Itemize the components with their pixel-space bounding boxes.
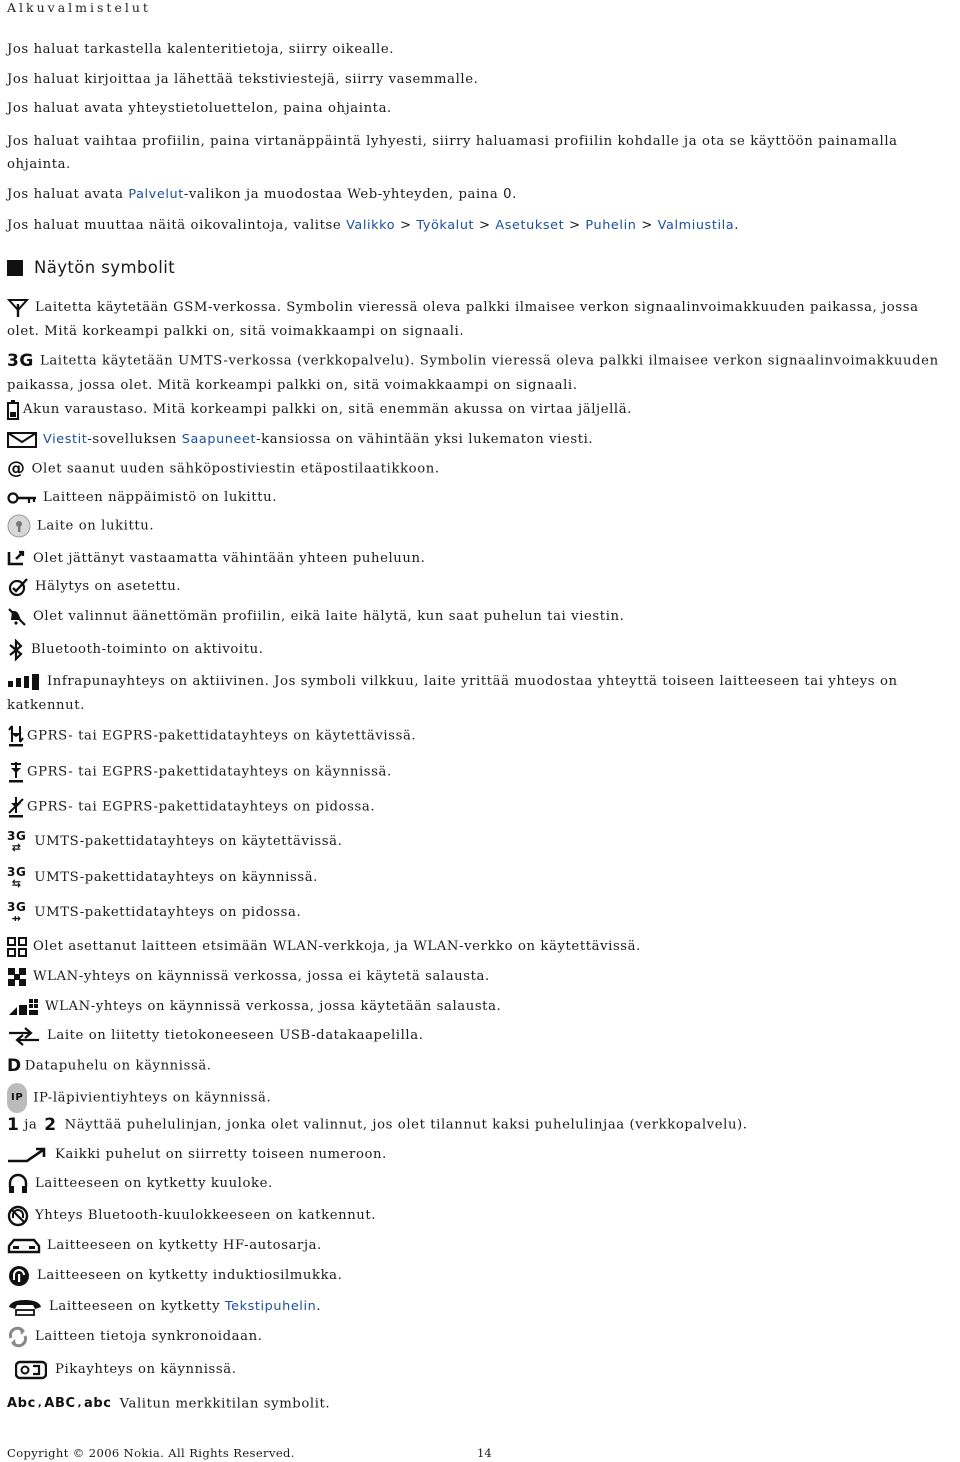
line-1-icon: 1 — [7, 1115, 20, 1135]
path-valikko[interactable]: Valikko — [346, 218, 396, 233]
symbol-headset — [7, 1172, 950, 1196]
umts-active-icon — [7, 864, 27, 890]
symbol-wlan-scan — [7, 935, 950, 959]
symbol-infrared — [7, 670, 950, 718]
section-title: Näytön symbolit — [34, 258, 176, 277]
line-2-icon: 2 — [44, 1115, 57, 1135]
symbol-lines — [7, 1113, 950, 1138]
at-icon: @ — [7, 458, 26, 479]
ptt-icon — [15, 1360, 47, 1380]
path-tyokalut[interactable]: Työkalut — [416, 218, 475, 233]
usb-icon — [7, 1026, 41, 1046]
path-sep: > — [474, 218, 496, 233]
symbol-text: UMTS-pakettidatayhteys on käynnissä. — [34, 870, 318, 885]
symbol-text: Laitteeseen on kytketty induktiosilmukka. — [37, 1268, 343, 1283]
symbol-text: Olet asettanut laitteen etsimään WLAN-verkkoja, ja WLAN-verkko on käytettävissä. — [33, 939, 641, 954]
path-asetukset[interactable]: Asetukset — [495, 218, 565, 233]
intro-palvelut — [7, 183, 946, 206]
battery-icon — [7, 400, 19, 420]
bluetooth-icon — [7, 639, 25, 661]
envelope-icon — [7, 432, 37, 448]
symbol-text: . — [316, 1299, 322, 1314]
symbol-text: Laitetta käytetään GSM-verkossa. Symbolin vieressä oleva palkki ilmaisee verkon signaalinvoimakkuuden paikassa, jossa olet. Mitä korkeampi palkki on, sitä voimakkaampi on signaali. — [7, 300, 919, 339]
gprs-active-icon — [7, 760, 25, 784]
symbol-gprs-active — [7, 760, 950, 785]
data-call-icon: D — [7, 1056, 22, 1076]
path-pre: Jos haluat muuttaa näitä oikovalintoja, valitse — [7, 218, 347, 233]
symbol-text: UMTS-pakettidatayhteys on käytettävissä. — [34, 834, 343, 849]
viestit-link[interactable]: Viestit — [43, 432, 88, 447]
symbol-text: WLAN-yhteys on käynnissä verkossa, jossa ei käytetä salausta. — [33, 969, 490, 984]
key-zero: 0 — [503, 187, 513, 202]
wlan-scan-icon — [7, 937, 27, 957]
symbol-text: Akun varaustaso. Mitä korkeampi palkki on, sitä enemmän akussa on virtaa jäljellä. — [23, 402, 633, 417]
ip-icon: IP — [7, 1083, 27, 1113]
symbol-text: Datapuhelu on käynnissä. — [24, 1058, 212, 1074]
symbol-text: IP-läpivientiyhteys on käynnissä. — [33, 1090, 272, 1106]
copyright: Copyright © 2006 Nokia. All Rights Reserved. — [7, 1446, 295, 1460]
infrared-icon — [7, 673, 41, 691]
symbol-car-kit — [7, 1234, 950, 1258]
symbol-battery — [7, 398, 950, 422]
path-sep: > — [636, 218, 658, 233]
path-puhelin[interactable]: Puhelin — [585, 218, 637, 233]
wlan-icon — [7, 967, 27, 987]
symbol-loopset — [7, 1264, 950, 1288]
symbol-text: UMTS-pakettidatayhteys on pidossa. — [34, 905, 302, 920]
symbol-email — [7, 457, 950, 482]
symbol-divert — [7, 1143, 950, 1167]
abc-upper-icon: ABC — [44, 1396, 76, 1411]
palvelut-pre: Jos haluat avata — [7, 187, 129, 202]
alarm-icon — [7, 577, 29, 597]
symbol-umts-available — [7, 830, 950, 854]
symbol-data-call — [7, 1054, 950, 1079]
symbol-text: Olet valinnut äänettömän profiilin, eikä laite hälytä, kun saat puhelun tai viestin. — [33, 609, 625, 624]
running-header: Alkuvalmistelut — [7, 0, 151, 15]
umts-glyph: 3G — [7, 864, 27, 879]
symbol-text: Laitteeseen on kytketty kuuloke. — [35, 1176, 273, 1191]
lock-icon — [7, 514, 31, 538]
symbol-text: Laitteen tietoja synkronoidaan. — [35, 1329, 263, 1344]
car-kit-icon — [7, 1236, 41, 1256]
symbol-text: Olet saanut uuden sähköpostiviestin etäpostilaatikkoon. — [31, 461, 440, 477]
symbol-text: Valitun merkkitilan symbolit. — [119, 1396, 331, 1412]
intro-calendar: Jos haluat tarkastella kalenteritietoja, siirry oikealle. — [7, 42, 395, 57]
symbol-alarm — [7, 575, 950, 599]
arrow-glyph: ⇄ — [11, 840, 22, 854]
symbol-text: WLAN-yhteys on käynnissä verkossa, jossa käytetään salausta. — [45, 999, 502, 1014]
silent-icon — [7, 607, 27, 627]
path-sep: > — [395, 218, 417, 233]
symbol-gprs-hold — [7, 795, 950, 820]
symbol-text: Infrapunayhteys on aktiivinen. Jos symboli vilkkuu, laite yrittää muodostaa yhteyttä toiseen laitteeseen tai yhteys on katkennut. — [7, 674, 898, 713]
symbol-keylock — [7, 486, 950, 510]
path-sep: > — [564, 218, 586, 233]
symbol-text: Laitteeseen on kytketty HF-autosarja. — [47, 1238, 322, 1253]
symbol-text: Bluetooth-toiminto on aktivoitu. — [31, 642, 264, 657]
symbol-text-mid: -sovelluksen — [87, 432, 182, 447]
gprs-hold-icon — [7, 795, 25, 819]
symbol-ptt — [7, 1358, 950, 1382]
abc-title-icon: Abc — [7, 1396, 36, 1411]
abc-lower-icon: abc — [84, 1396, 112, 1411]
palvelut-link[interactable]: Palvelut — [128, 187, 184, 202]
umts-glyph: 3G — [7, 828, 27, 843]
3g-icon: 3G — [7, 351, 34, 371]
symbol-text: GPRS- tai EGPRS-pakettidatayhteys on pidossa. — [27, 799, 376, 815]
symbol-gsm — [7, 296, 950, 344]
symbol-silent — [7, 605, 950, 629]
umts-hold-icon — [7, 899, 27, 925]
symbol-device-lock — [7, 514, 950, 539]
symbol-umts-hold — [7, 901, 950, 925]
arrow-glyph: ⇆ — [11, 876, 22, 890]
symbol-text: GPRS- tai EGPRS-pakettidatayhteys on käynnissä. — [27, 764, 392, 780]
sync-icon — [7, 1326, 29, 1348]
headset-icon — [7, 1173, 29, 1195]
tekstipuhelin-link[interactable]: Tekstipuhelin — [224, 1299, 317, 1314]
symbol-text: Kaikki puhelut on siirretty toiseen numeroon. — [55, 1147, 387, 1162]
intro-messages: Jos haluat kirjoittaa ja lähettää tekstiviestejä, siirry vasemmalle. — [7, 72, 479, 87]
symbol-tty — [7, 1295, 950, 1319]
symbol-text: Laite on lukittu. — [37, 518, 155, 534]
symbol-usb — [7, 1024, 950, 1048]
symbol-umts — [7, 349, 950, 398]
arrow-glyph: ⇸ — [11, 911, 22, 925]
saapuneet-link[interactable]: Saapuneet — [181, 432, 257, 447]
page-number: 14 — [477, 1446, 492, 1460]
symbol-text: Hälytys on asetettu. — [35, 579, 182, 594]
symbol-text: Näyttää puhelulinjan, jonka olet valinnut, jos olet tilannut kaksi puhelulinjaa (verkkopalvelu). — [64, 1117, 748, 1133]
symbol-char-mode — [7, 1392, 950, 1417]
symbol-bluetooth — [7, 638, 950, 662]
section-heading — [7, 258, 175, 277]
symbol-missed-call — [7, 547, 950, 571]
symbol-text: Laitteen näppäimistö on lukittu. — [43, 490, 277, 505]
loopset-icon — [7, 1265, 31, 1287]
comma-glyph: , — [77, 1398, 82, 1409]
symbol-gprs-available — [7, 724, 950, 749]
symbol-text: Olet jättänyt vastaamatta vähintään yhteen puheluun. — [33, 551, 426, 566]
tty-icon — [7, 1297, 43, 1317]
wlan-secure-icon — [7, 997, 39, 1017]
divert-icon — [7, 1146, 49, 1164]
symbol-wlan — [7, 965, 950, 989]
path-end: . — [734, 218, 739, 233]
palvelut-post: -valikon ja muodostaa Web-yhteyden, paina — [183, 187, 504, 202]
symbol-text: Laitetta käytetään UMTS-verkossa (verkkopalvelu). Symbolin vieressä oleva palkki ilmaisee verkon signaalinvoimakkuuden paikassa, jossa olet. Mitä korkeampi palkki on, sitä voimakkaampi on signaali. — [7, 353, 939, 393]
symbol-umts-active — [7, 866, 950, 890]
intro-profile: Jos haluat vaihtaa profiilin, paina virtanäppäintä lyhyesti, siirry haluamasi profiilin kohdalle ja ota se käyttöön painamalla ohjainta. — [7, 134, 898, 172]
symbol-message — [7, 428, 950, 452]
symbol-text: Laite on liitetty tietokoneeseen USB-datakaapelilla. — [47, 1028, 424, 1043]
symbol-text-pre: Laitteeseen on kytketty — [49, 1299, 225, 1314]
symbol-text: Yhteys Bluetooth-kuulokkeeseen on katkennut. — [35, 1208, 377, 1223]
symbol-text-mid: ja — [19, 1117, 43, 1133]
palvelut-end: . — [512, 187, 517, 202]
gprs-available-icon — [7, 724, 25, 748]
symbol-text: Pikayhteys on käynnissä. — [55, 1362, 237, 1377]
symbol-ip — [7, 1083, 950, 1113]
path-valmiustila[interactable]: Valmiustila — [657, 218, 735, 233]
symbol-sync — [7, 1325, 950, 1349]
symbol-bt-headset-lost — [7, 1204, 950, 1228]
umts-available-icon — [7, 828, 27, 854]
intro-settings-path — [7, 214, 946, 237]
intro-contacts: Jos haluat avata yhteystietoluettelon, paina ohjainta. — [7, 101, 392, 116]
bt-headset-lost-icon — [7, 1205, 29, 1227]
key-icon — [7, 491, 37, 505]
section-square-icon — [7, 260, 23, 276]
symbol-wlan-secure — [7, 995, 950, 1019]
umts-glyph: 3G — [7, 899, 27, 914]
antenna-icon — [7, 298, 29, 318]
comma-glyph: , — [37, 1398, 43, 1409]
missed-call-icon — [7, 550, 27, 568]
symbol-text: -kansiossa on vähintään yksi lukematon viesti. — [256, 432, 594, 447]
symbol-text: GPRS- tai EGPRS-pakettidatayhteys on käytettävissä. — [27, 728, 417, 744]
